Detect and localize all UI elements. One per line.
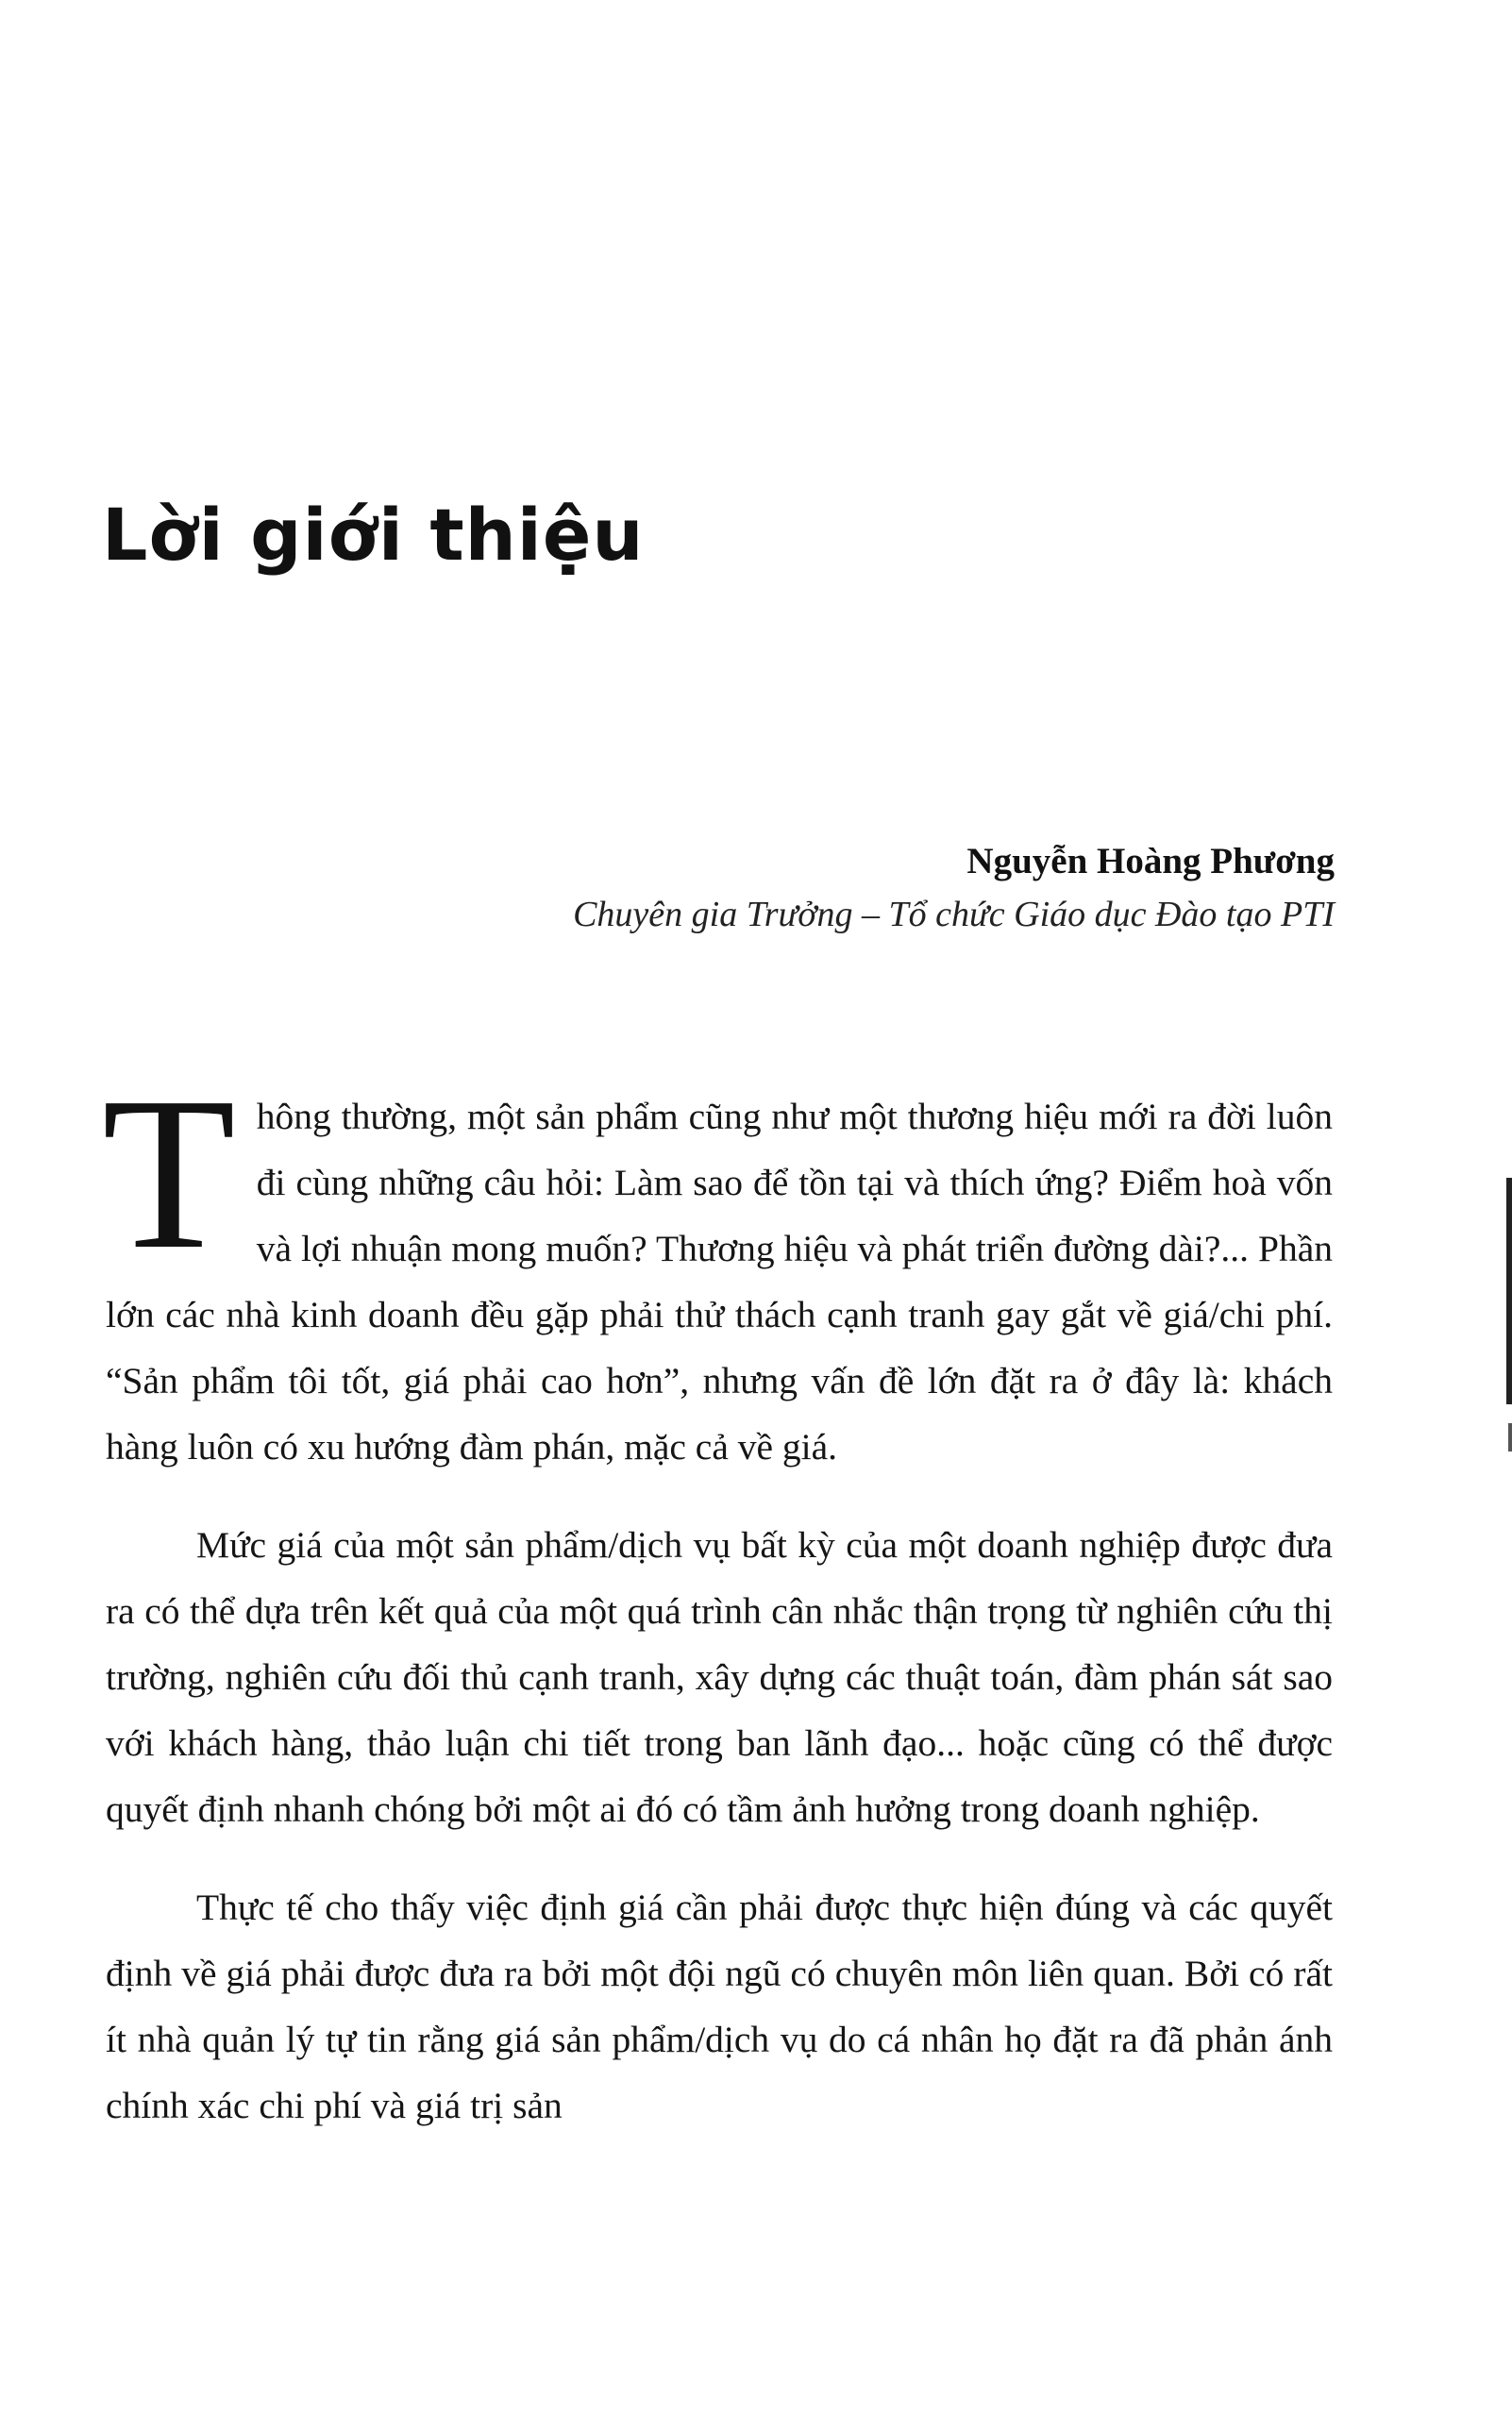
page-edge-shadow bbox=[1506, 1178, 1512, 1404]
paragraph-1-text: hông thường, một sản phẩm cũng như một thương hiệu mới ra đời luôn đi cùng những câu hỏi: Làm sao để tồn tại và thích ứng? Điểm hoà vốn và lợi nhuận mong muốn? Thương hiệu và phát triển đường dài?... Phần lớn các nhà kinh doanh đều gặp phải thử thách cạnh tranh gay gắt về giá/chi phí. “Sản phẩm tôi tốt, giá phải cao hơn”, nhưng vấn đề lớn đặt ra ở đây là: khách hàng luôn có xu hướng đàm phán, mặc cả về giá. bbox=[106, 1096, 1333, 1468]
drop-cap: T bbox=[102, 1052, 236, 1295]
author-role: Chuyên gia Trưởng – Tổ chức Giáo dục Đào tạo PTI bbox=[573, 894, 1335, 934]
page-edge-mark bbox=[1508, 1423, 1512, 1451]
paragraph-1 bbox=[102, 1052, 1333, 1480]
author-name: Nguyễn Hoàng Phương bbox=[966, 841, 1335, 881]
byline bbox=[573, 838, 1335, 943]
body-text bbox=[102, 1052, 1333, 2171]
paragraph-2: Mức giá của một sản phẩm/dịch vụ bất kỳ của một doanh nghiệp được đưa ra có thể dựa trên kết quả của một quá trình cân nhắc thận trọng từ nghiên cứu thị trường, nghiên cứu đối thủ cạnh tranh, xây dựng các thuật toán, đàm phán sát sao với khách hàng, thảo luận chi tiết trong ban lãnh đạo... hoặc cũng có thể được quyết định nhanh chóng bởi một ai đó có tầm ảnh hưởng trong doanh nghiệp. bbox=[106, 1524, 1333, 1830]
paragraph-3: Thực tế cho thấy việc định giá cần phải được thực hiện đúng và các quyết định về giá phải được đưa ra bởi một đội ngũ có chuyên môn liên quan. Bởi có rất ít nhà quản lý tự tin rằng giá sản phẩm/dịch vụ do cá nhân họ đặt ra đã phản ánh chính xác chi phí và giá trị sản bbox=[106, 1887, 1333, 2126]
chapter-title: Lời giới thiệu bbox=[102, 493, 645, 577]
